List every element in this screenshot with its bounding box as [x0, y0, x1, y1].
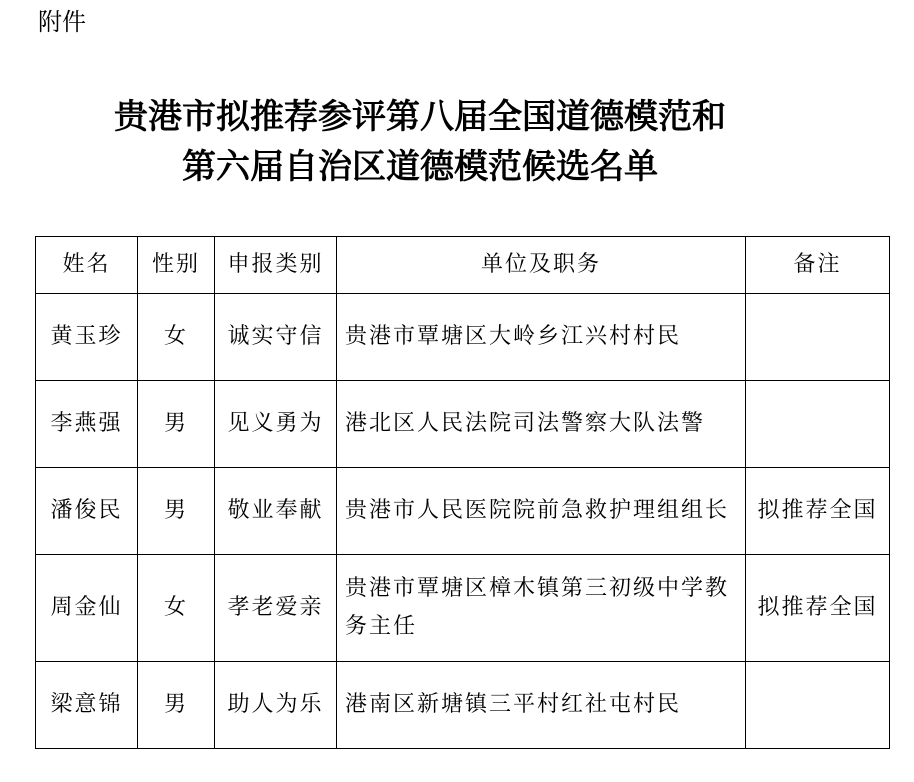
- header-name: 姓名: [36, 237, 138, 294]
- header-category: 申报类别: [215, 237, 337, 294]
- cell-category: 孝老爱亲: [215, 555, 337, 662]
- cell-remark: 拟推荐全国: [746, 555, 890, 662]
- cell-name: 潘俊民: [36, 468, 138, 555]
- document-title-line-1: 贵港市拟推荐参评第八届全国道德模范和: [114, 97, 726, 137]
- cell-category: 见义勇为: [215, 381, 337, 468]
- table-row: [36, 381, 890, 468]
- table-header-row: [36, 237, 890, 294]
- cell-category: 诚实守信: [215, 294, 337, 381]
- cell-gender: 女: [138, 555, 215, 662]
- cell-remark: [746, 662, 890, 749]
- table-row: [36, 662, 890, 749]
- cell-remark: 拟推荐全国: [746, 468, 890, 555]
- header-remark: 备注: [746, 237, 890, 294]
- cell-unit: 港南区新塘镇三平村红社屯村民: [337, 662, 746, 749]
- cell-gender: 男: [138, 662, 215, 749]
- document-title: [0, 92, 840, 192]
- cell-gender: 男: [138, 381, 215, 468]
- cell-remark: [746, 294, 890, 381]
- table-row: [36, 555, 890, 662]
- candidate-table: [35, 236, 890, 749]
- cell-gender: 男: [138, 468, 215, 555]
- table-row: [36, 468, 890, 555]
- cell-category: 敬业奉献: [215, 468, 337, 555]
- cell-unit: 贵港市人民医院院前急救护理组组长: [337, 468, 746, 555]
- header-unit-position: 单位及职务: [337, 237, 746, 294]
- cell-name: 梁意锦: [36, 662, 138, 749]
- cell-name: 李燕强: [36, 381, 138, 468]
- cell-name: 周金仙: [36, 555, 138, 662]
- cell-unit: 贵港市覃塘区大岭乡江兴村村民: [337, 294, 746, 381]
- attachment-label: 附件: [38, 8, 86, 36]
- document-title-line-2: 第六届自治区道德模范候选名单: [182, 147, 658, 187]
- cell-category: 助人为乐: [215, 662, 337, 749]
- cell-gender: 女: [138, 294, 215, 381]
- cell-remark: [746, 381, 890, 468]
- table-row: [36, 294, 890, 381]
- cell-unit: 贵港市覃塘区樟木镇第三初级中学教务主任: [337, 555, 746, 662]
- cell-unit: 港北区人民法院司法警察大队法警: [337, 381, 746, 468]
- cell-name: 黄玉珍: [36, 294, 138, 381]
- header-gender: 性别: [138, 237, 215, 294]
